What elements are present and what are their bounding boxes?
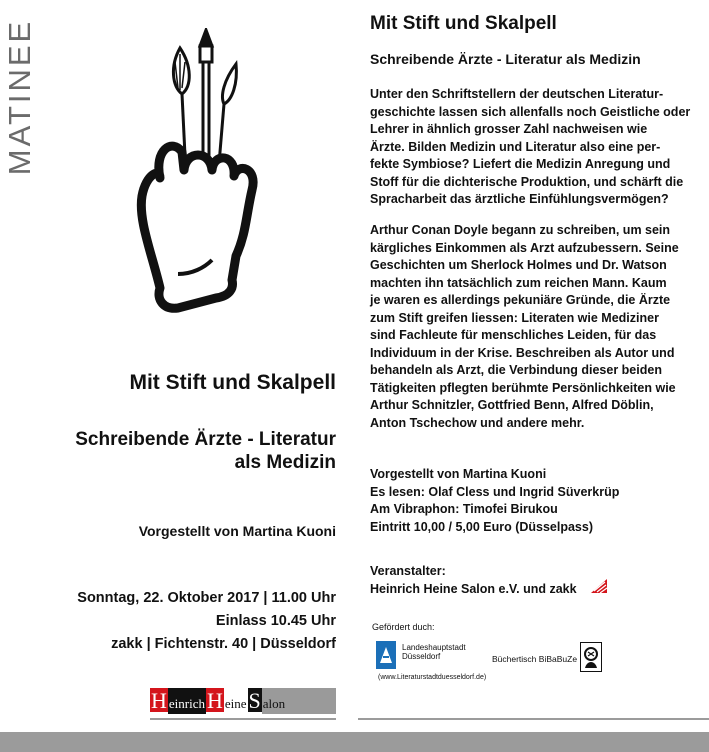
event-admission: Einlass 10.45 Uhr bbox=[215, 613, 336, 629]
duesseldorf-line: Landeshauptstadt bbox=[402, 643, 466, 652]
duesseldorf-line: Düsseldorf bbox=[402, 652, 441, 661]
event-venue: zakk | Fichtenstr. 40 | Düsseldorf bbox=[111, 636, 336, 652]
bibabuze-logo-icon bbox=[580, 642, 602, 672]
body-paragraph-1 bbox=[370, 86, 700, 209]
credit-line: Eintritt 10,00 / 5,00 Euro (Düsselpass) bbox=[370, 519, 593, 534]
zakk-logo-icon bbox=[589, 577, 609, 595]
left-subtitle-line: Schreibende Ärzte - Literatur bbox=[75, 429, 336, 450]
body-line: fekte Symbiose? Liefert die Medizin Anregung und bbox=[370, 157, 671, 171]
bibabuze-text: Büchertisch BiBaBuZe bbox=[492, 654, 578, 664]
body-line: behandeln als Arzt, die Verbindung dieser beiden bbox=[370, 363, 662, 377]
duesseldorf-text bbox=[402, 643, 466, 661]
literature-url: (www.Literaturstadtduesseldorf.de) bbox=[378, 674, 487, 681]
organizer-label: Veranstalter: bbox=[370, 564, 446, 578]
hand-illustration bbox=[120, 28, 270, 328]
body-line: Spracharbeit das ärztliche Einfühlungsvermögen? bbox=[370, 192, 669, 206]
event-date: Sonntag, 22. Oktober 2017 | 11.00 Uhr bbox=[77, 590, 336, 606]
body-line: Ärzte. Bilden Medizin und Literatur also eine per- bbox=[370, 139, 661, 154]
logo-letter: S bbox=[248, 688, 261, 713]
left-subtitle-line: als Medizin bbox=[234, 452, 336, 473]
body-line: Geschichten um Sherlock Holmes und Dr. Watson bbox=[370, 258, 667, 272]
left-title: Mit Stift und Skalpell bbox=[129, 371, 336, 394]
body-line: kärgliches Einkommen als Arzt aufzubessern. Seine bbox=[370, 240, 679, 255]
credits bbox=[370, 466, 619, 536]
funded-label: Gefördert duch: bbox=[372, 622, 435, 632]
bottom-divider-left bbox=[150, 718, 336, 720]
body-line: Individuum in der Krise. Beschreiben als Autor und bbox=[370, 345, 675, 360]
organizer bbox=[370, 563, 577, 598]
body-paragraph-2 bbox=[370, 222, 700, 432]
body-line: je waren es allerdings pekuniäre Gründe, die Ärzte bbox=[370, 293, 671, 307]
hand-icon bbox=[141, 146, 253, 308]
left-subtitle bbox=[16, 428, 336, 474]
logo-word: eine bbox=[224, 688, 248, 714]
side-label-text: MATINEE bbox=[2, 18, 37, 176]
body-line: machten ihn tatsächlich zum reichen Mann. Kaum bbox=[370, 275, 667, 290]
heinrich-heine-salon-logo bbox=[150, 688, 336, 712]
body-line: Arthur Conan Doyle begann zu schreiben, um sein bbox=[370, 223, 671, 237]
body-line: sind Fachleute für menschliches Leiden, für das bbox=[370, 328, 657, 342]
credit-line: Vorgestellt von Martina Kuoni bbox=[370, 467, 547, 481]
logo-word: einrich bbox=[168, 688, 206, 714]
logo-word: alon bbox=[262, 688, 336, 714]
duesseldorf-logo-icon bbox=[376, 641, 396, 669]
right-title: Mit Stift und Skalpell bbox=[370, 13, 557, 34]
body-line: Tätigkeiten pflegten berühmte Persönlichkeiten wie bbox=[370, 380, 676, 395]
event-details bbox=[77, 587, 336, 656]
credit-line: Am Vibraphon: Timofei Birukou bbox=[370, 502, 558, 516]
body-line: Anton Tschechow und andere mehr. bbox=[370, 415, 585, 430]
body-line: geschichte lassen sich allenfalls noch Geistliche oder bbox=[370, 104, 691, 119]
pencil-icon bbox=[200, 30, 212, 168]
body-line: Arthur Schnitzler, Gottfried Benn, Alfred Döblin, bbox=[370, 398, 654, 412]
left-presenter: Vorgestellt von Martina Kuoni bbox=[138, 523, 336, 539]
bottom-bar bbox=[0, 732, 709, 752]
body-line: Lehrer in ähnlich grosser Zahl nachweisen wie bbox=[370, 122, 648, 136]
organizer-value: Heinrich Heine Salon e.V. und zakk bbox=[370, 581, 577, 596]
body-line: Stoff für die dichterische Produktion, und schärft die bbox=[370, 174, 684, 189]
right-subtitle: Schreibende Ärzte - Literatur als Medizin bbox=[370, 51, 641, 67]
credit-line: Es lesen: Olaf Cless und Ingrid Süverkrüp bbox=[370, 484, 620, 499]
bottom-divider-right bbox=[358, 718, 709, 720]
side-label bbox=[4, 12, 36, 182]
logo-letter: H bbox=[206, 688, 223, 713]
logo-letter: H bbox=[151, 688, 167, 713]
body-line: Unter den Schriftstellern der deutschen Literatur- bbox=[370, 87, 664, 101]
body-line: zum Stift greifen liessen: Literaten wie Mediziner bbox=[370, 310, 659, 325]
